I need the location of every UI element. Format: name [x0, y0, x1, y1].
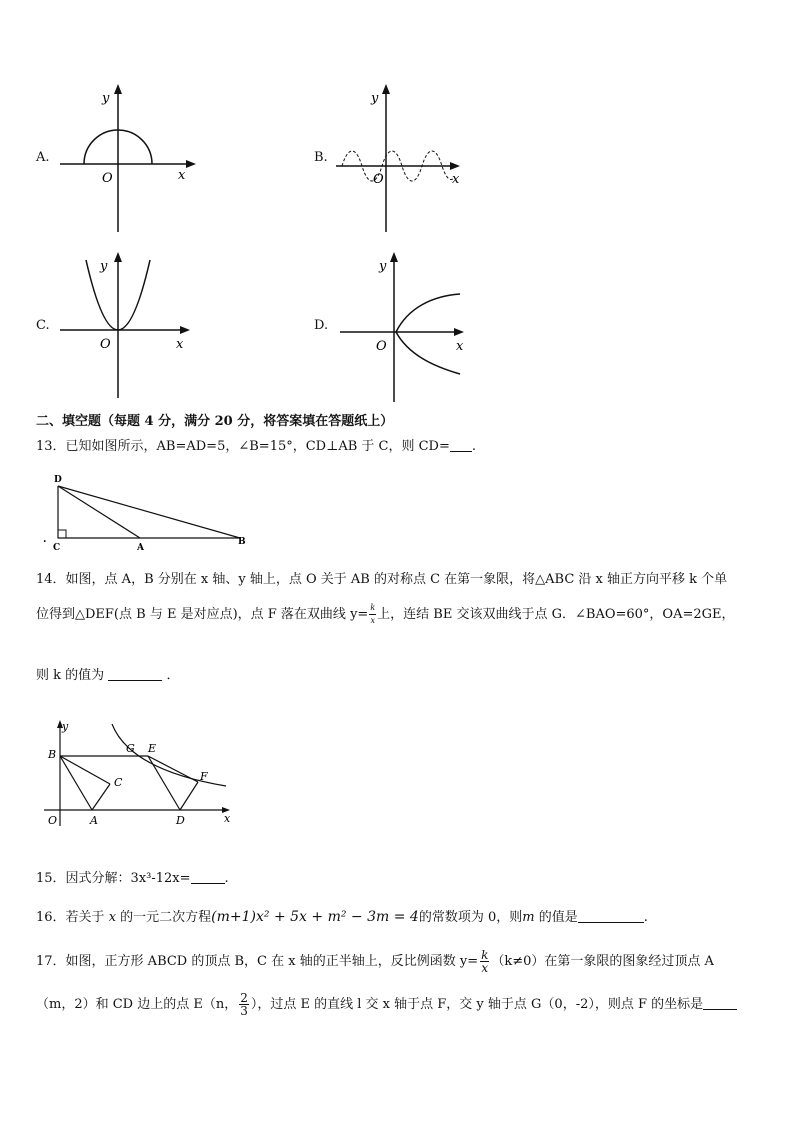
q13-figure [40, 472, 255, 552]
q15-answer-blank [191, 869, 225, 884]
origin-label: O [100, 337, 111, 352]
q16-var-x: x [108, 910, 117, 925]
label-A: A [137, 543, 144, 552]
q16-text-d: 的值是 [534, 910, 578, 925]
q14-line3b: ． [166, 668, 180, 683]
x-axis-label: x [176, 337, 184, 352]
q16-text-c: 的常数项为 0，则 [418, 910, 523, 925]
label-F: F [200, 770, 208, 783]
label-C: C [114, 776, 123, 789]
q17-answer-blank [703, 995, 737, 1010]
y-axis-label: y [100, 259, 108, 274]
q14-fraction: $\frac{k}{x}$ [370, 603, 376, 625]
question-15 [36, 869, 229, 889]
question-14-line1: 14．如图，点 A，B 分别在 x 轴、y 轴上，点 O 关于 AB 的对称点 C 在第一象限，将△ABC 沿 x 轴正方向平移 k 个单 [36, 572, 728, 587]
label-E: E [148, 742, 157, 755]
option-c-graph [60, 250, 200, 400]
q17-fraction: $\frac{k}{x}$ [481, 948, 489, 975]
q13-text: 13．已知如图所示，AB=AD=5，∠B=15°，CD⊥AB 于 C，则 CD= [36, 439, 450, 454]
q16-text-b: 的一元二次方程 [116, 910, 212, 925]
q14-line2a: 位得到△DEF(点 B 与 E 是对应点)，点 F 落在双曲线 y= [36, 607, 369, 622]
label-A: A [90, 814, 98, 827]
q16-var-m: m [522, 910, 535, 925]
y-axis-label: y [371, 91, 379, 106]
q13-end: . [471, 439, 477, 454]
label-G: G [126, 742, 135, 755]
question-14-line3 [36, 666, 179, 686]
q15-end: . [224, 871, 229, 886]
q15-text: 15．因式分解：3x³-12x= [36, 871, 191, 886]
option-a-label: A. [36, 150, 50, 165]
option-a-graph [60, 82, 200, 237]
option-d-graph [336, 250, 476, 405]
q14-line2b: 上，连结 BE 交该双曲线于点 G．∠BAO=60°，OA=2GE， [377, 607, 735, 622]
q14-answer-blank [108, 666, 162, 681]
q16-equation: (m+1)x² + 5x + m² − 3m = 4 [211, 909, 419, 925]
option-d-label: D. [314, 318, 329, 333]
q17-fraction-2: $\frac{2}{3}$ [240, 991, 248, 1018]
x-axis-label: x [452, 172, 460, 187]
label-y: y [62, 720, 69, 733]
q16-answer-blank [578, 908, 644, 923]
label-dot: . [43, 534, 47, 545]
question-17-line1 [36, 949, 714, 974]
x-axis-label: x [456, 339, 464, 354]
q16-end: . [643, 910, 648, 925]
q16-text-a: 16．若关于 [36, 910, 109, 925]
origin-label: O [376, 339, 387, 354]
label-C: C [53, 543, 61, 552]
origin-label: O [373, 172, 384, 187]
section-title: 二、填空题（每题 4 分，满分 20 分，将答案填在答题纸上） [36, 414, 394, 429]
x-axis-label: x [178, 168, 186, 183]
label-D: D [176, 814, 185, 827]
q17-line1a: 17．如图，正方形 ABCD 的顶点 B，C 在 x 轴的正半轴上，反比例函数 y= [36, 954, 479, 969]
label-x: x [224, 812, 231, 825]
label-O: O [48, 814, 58, 827]
option-c-label: C. [36, 318, 50, 333]
q17-line1b: （k≠0）在第一象限的图象经过顶点 A [491, 954, 714, 969]
question-16 [36, 907, 648, 928]
label-B: B [48, 748, 57, 761]
q13-answer-blank [450, 437, 472, 452]
label-B: B [238, 537, 246, 547]
question-14-line2 [36, 602, 735, 627]
y-axis-label: y [102, 91, 110, 106]
y-axis-label: y [379, 259, 387, 274]
question-17-line2 [36, 992, 737, 1017]
question-13 [36, 437, 476, 457]
q17-line2b: ），过点 E 的直线 l 交 x 轴于点 F，交 y 轴于点 G（0，-2），则点 F 的坐标是 [250, 997, 704, 1012]
origin-label: O [102, 171, 113, 186]
option-b-label: B. [314, 150, 328, 165]
label-D: D [54, 475, 62, 485]
option-b-graph [336, 82, 476, 237]
q14-line3a: 则 k 的值为 [36, 668, 105, 683]
q17-line2a: （m，2）和 CD 边上的点 E（n， [36, 997, 238, 1012]
q14-figure [40, 718, 240, 830]
